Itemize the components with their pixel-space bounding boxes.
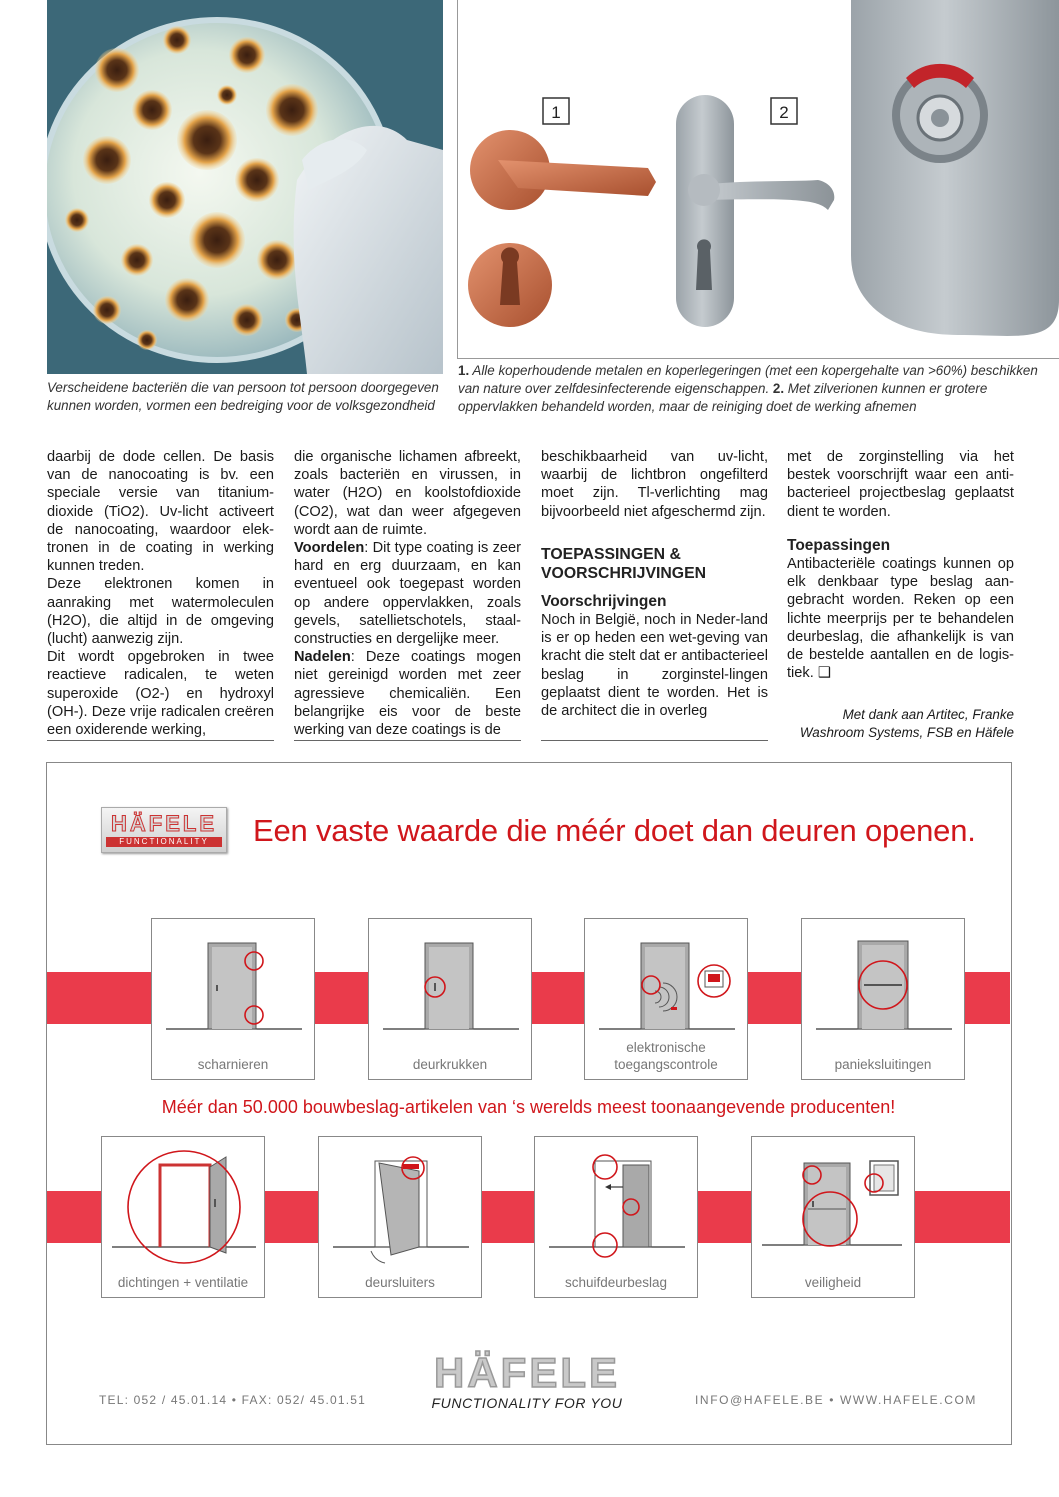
- col4-paragraph-2: Antibacteriële coatings kunnen op elk denkbaar type beslag aan-gebracht worden. Reken op een lichte meerprijs per te behandelen deurbeslag, die afhankelijk is van de bestelde aantallen en de logis-tiek. ❑: [787, 556, 1014, 682]
- ad-contact-phone-fax: TEL: 052 / 45.01.14 • FAX: 052/ 45.01.51: [99, 1393, 367, 1407]
- tile-dichtingen[interactable]: [101, 1136, 265, 1298]
- tile-label: veiligheid: [804, 1275, 862, 1290]
- caption-handles: [458, 362, 1058, 416]
- hafele-logo-large: [421, 1351, 633, 1411]
- disadvantages-lead: Nadelen: [294, 649, 351, 666]
- tile-label: dichtingen + ventilatie: [117, 1275, 249, 1290]
- subheading-voorschrijvingen: Voorschrijvingen: [541, 592, 667, 610]
- tile-label: scharnieren: [197, 1057, 269, 1072]
- tile-panieksluitingen[interactable]: [801, 918, 965, 1080]
- ad-headline: Een vaste waarde die méér doet dan deuren openen.: [253, 813, 976, 848]
- logo-small-tag: FUNCTIONALITY: [106, 837, 222, 847]
- column-rule-3: [541, 740, 768, 741]
- col2-paragraph-2: [294, 539, 521, 648]
- logo-large-tag: FUNCTIONALITY FOR YOU: [431, 1395, 623, 1411]
- section-heading: TOEPASSINGEN & VOORSCHRIJVINGEN: [541, 545, 707, 582]
- tile-label: elektronische toegangscontrole: [614, 1040, 718, 1072]
- tile-toegangscontrole[interactable]: [584, 918, 748, 1080]
- tile-deurkrukken[interactable]: [368, 918, 532, 1080]
- col1-paragraph-3: Dit wordt opgebroken in twee reactieve radicalen, te weten superoxide (O2-) en hydroxyl (OH-). Deze vrije radicalen creëren een oxiderende werking,: [47, 649, 274, 739]
- col1-paragraph-2: Deze elektronen komen in aanraking met watermoleculen (H2O), die altijd in de omgeving (lucht) aanwezig zijn.: [47, 576, 274, 648]
- col2-paragraph-3: [294, 648, 521, 739]
- caption-num-2: 2.: [772, 381, 785, 396]
- tile-label: schuifdeurbeslag: [564, 1275, 668, 1290]
- article-column-3: [541, 448, 768, 720]
- logo-small-word: HÄFELE: [111, 811, 217, 836]
- caption-text-2: Met zilverionen kunnen er grotere oppervlakken behandeld worden, maar de reiniging doet de werking afnemen: [458, 381, 988, 414]
- tile-deursluiters[interactable]: [318, 1136, 482, 1298]
- logo-large-word: HÄFELE: [434, 1349, 620, 1396]
- tile-veiligheid[interactable]: [751, 1136, 915, 1298]
- ad-subline: Méér dan 50.000 bouwbeslag-artikelen van ‘s werelds meest toonaangevende producenten!: [161, 1097, 896, 1117]
- petri-dish-photo: [47, 0, 443, 374]
- door-handles-photo: [457, 0, 1059, 359]
- col1-paragraph-1: daarbij de dode cellen. De basis van de nanocoating is bv. een speciale versie van titanium-dioxide (TiO2). Uv-licht activeert de nanocoating, waardoor elek-tronen in de coating in werking kunnen treden.: [47, 449, 274, 575]
- caption-petri: Verscheidene bacteriën die van persoon tot persoon doorgegeven kunnen worden, vormen een bedreiging voor de volksgezondheid: [47, 380, 439, 413]
- tile-label: panieksluitingen: [834, 1057, 932, 1072]
- col3-paragraph-1: beschikbaarheid van uv-licht, waarbij de lichtbron ongefilterd moet zijn. Tl-verlichting mag bijvoorbeeld niet afgeschermd zijn.: [541, 449, 768, 520]
- col4-paragraph-1: met de zorginstelling via het bestek voorschrijft waar een anti-bacterieel projectbeslag geplaatst dient te worden.: [787, 449, 1014, 520]
- tile-scharnieren[interactable]: [151, 918, 315, 1080]
- column-rule-1: [47, 740, 274, 741]
- caption-num-1: 1.: [458, 363, 470, 378]
- marker-2: 2: [779, 103, 789, 122]
- advantages-lead: Voordelen: [294, 540, 365, 557]
- col2-paragraph-1: die organische lichamen afbreekt, zoals bacteriën en virussen, in water (H2O) en koolstofdioxide (CO2), wat dan weer afgegeven wordt aan de ruimte.: [294, 449, 521, 538]
- hafele-advertisement: [46, 762, 1012, 1445]
- disadvantages-text: : Deze coatings mogen niet gereinigd worden met zeer agressieve chemicaliën. Een belangrijke eis voor de beste werking van deze coatings is de: [294, 649, 521, 739]
- tile-label: deurkrukken: [412, 1057, 488, 1072]
- col3-paragraph-2: Noch in België, noch in Neder-land is er op heden een wet-geving van kracht die stelt dat er antibacterieel beslag in zorginstel-lingen geplaatst dient te worden. Het is de architect die in overleg: [541, 612, 768, 720]
- article-column-2: [294, 448, 521, 739]
- ad-contact-email-web: INFO@HAFELE.BE • WWW.HAFELE.COM: [695, 1393, 978, 1407]
- acknowledgement: Met dank aan Artitec, Franke Washroom Systems, FSB en Häfele: [799, 707, 1014, 741]
- article-column-4: [787, 448, 1014, 742]
- column-rule-2: [294, 740, 521, 741]
- caption-text-1: Alle koperhoudende metalen en koperlegeringen (met een kopergehalte van >60%) beschikken van nature over zelfdesinfecterende eigenschappen.: [458, 363, 1038, 396]
- subheading-toepassingen: Toepassingen: [787, 536, 891, 554]
- marker-1: 1: [551, 103, 561, 122]
- tile-label: deursluiters: [365, 1275, 435, 1290]
- article-column-1: [47, 448, 274, 739]
- hafele-logo-small: [101, 807, 227, 853]
- tile-schuifdeurbeslag[interactable]: [534, 1136, 698, 1298]
- advantages-text: : Dit type coating is zeer hard en erg duurzaam, en kan eventueel ook toegepast worden op andere oppervlakken, zoals gevels, satellietschotels, staal-constructies en dergelijke meer.: [294, 540, 521, 648]
